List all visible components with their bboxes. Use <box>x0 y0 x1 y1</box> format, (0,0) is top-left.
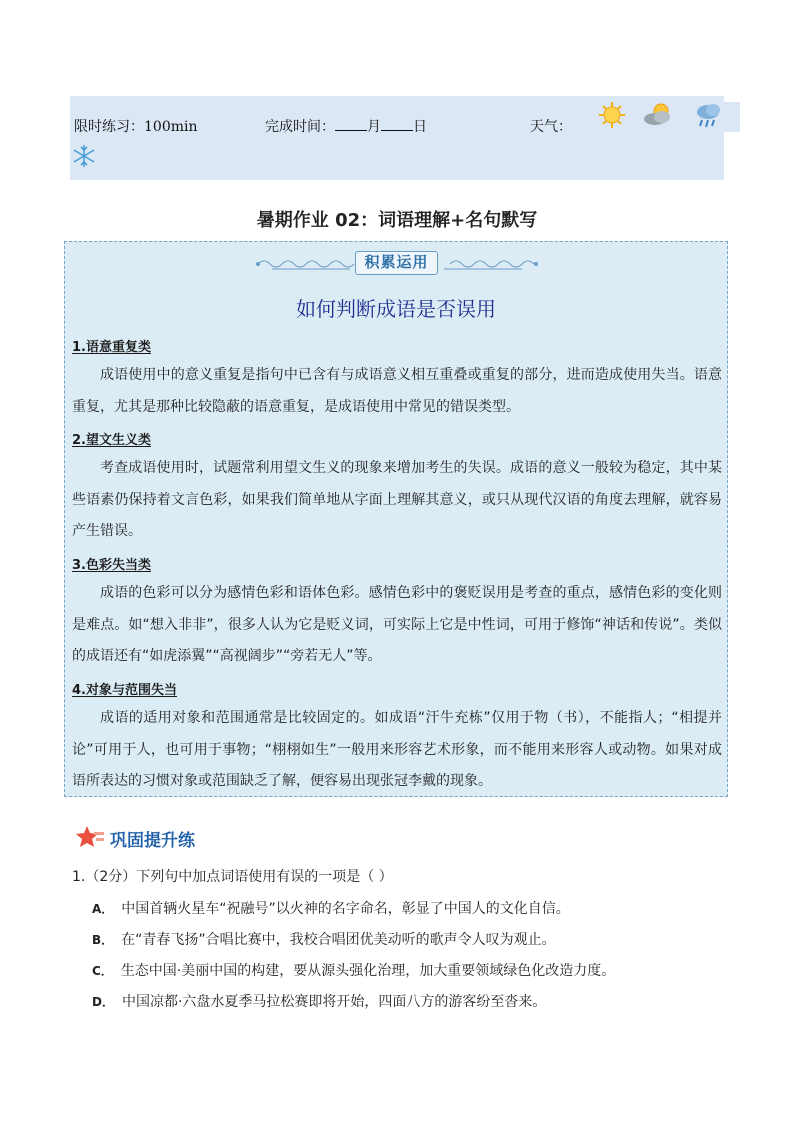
weather-label: 天气： <box>530 119 572 135</box>
rain-cloud-icon <box>694 101 724 131</box>
option-text: 中国凉都·六盘水夏季马拉松赛即将开始，四面八方的游客纷至沓来。 <box>121 994 547 1010</box>
practice-section-label: 巩固提升练 <box>110 831 195 851</box>
day-blank <box>381 116 413 131</box>
month-label: 月 <box>367 119 381 135</box>
month-blank <box>335 116 367 131</box>
day-label: 日 <box>413 119 427 135</box>
option-letter: B． <box>92 933 114 947</box>
option-letter: D． <box>92 995 114 1009</box>
option-a[interactable] <box>92 898 570 918</box>
star-ribbon-icon <box>76 824 106 850</box>
section-body-1: 成语使用中的意义重复是指句中已含有与成语意义相互重叠或重复的部分，进而造成使用失当。语意重复，尤其是那种比较隐蔽的语意重复，是成语使用中常见的错误类型。 <box>72 367 722 415</box>
section-body-3: 成语的色彩可以分为感情色彩和语体色彩。感情色彩中的褒贬误用是考查的重点，感情色彩的变化则是难点。如“想入非非”，很多人认为它是贬义词，可实际上它是中性词，可用于修饰“神话和传说”。类似的成语还有“如虎添翼”“高视阔步”“旁若无人”等。 <box>72 585 722 664</box>
option-letter: A． <box>92 902 114 916</box>
finish-time <box>265 116 427 136</box>
banner-label: 积累运用 <box>355 251 438 275</box>
finish-time-label: 完成时间： <box>265 119 335 135</box>
partly-cloudy-icon <box>642 101 674 129</box>
time-limit: 限时练习：100min <box>74 119 198 135</box>
section-heading-1: 1.语意重复类 <box>72 340 151 355</box>
snowflake-icon <box>72 144 96 168</box>
option-b[interactable] <box>92 929 556 949</box>
section-heading-4: 4.对象与范围失当 <box>72 683 177 698</box>
option-c[interactable] <box>92 960 615 980</box>
section-heading-2: 2.望文生义类 <box>72 433 151 448</box>
sun-icon <box>598 101 626 129</box>
panel-title: 如何判断成语是否误用 <box>296 297 496 321</box>
section-body-2: 考查成语使用时，试题常利用望文生义的现象来增加考生的失误。成语的意义一般较为稳定，其中某些语素仍保持着文言色彩，如果我们简单地从字面上理解其意义，或只从现代汉语的角度去理解，就容易产生错误。 <box>72 460 722 539</box>
section-body-4: 成语的适用对象和范围通常是比较固定的。如成语“汗牛充栋”仅用于物（书），不能指人；“相提并论”可用于人，也可用于事物；“栩栩如生”一般用来形容艺术形象，而不能用来形容人或动物。如果对成语所表达的习惯对象或范围缺乏了解，便容易出现张冠李戴的现象。 <box>72 710 722 789</box>
option-letter: C． <box>92 964 113 978</box>
question-1: 1.（2分）下列句中加点词语使用有误的一项是（ ） <box>72 869 393 885</box>
option-text: 在“青春飞扬”合唱比赛中，我校合唱团优美动听的歌声令人叹为观止。 <box>121 932 556 948</box>
option-text: 中国首辆火星车“祝融号”以火神的名字命名，彰显了中国人的文化自信。 <box>121 901 570 917</box>
option-text: 生态中国·美丽中国的构建，要从源头强化治理，加大重要领域绿色化改造力度。 <box>120 963 616 979</box>
section-heading-3: 3.色彩失当类 <box>72 558 151 573</box>
option-d[interactable] <box>92 991 546 1011</box>
document-title: 暑期作业 02：词语理解+名句默写 <box>256 210 538 231</box>
